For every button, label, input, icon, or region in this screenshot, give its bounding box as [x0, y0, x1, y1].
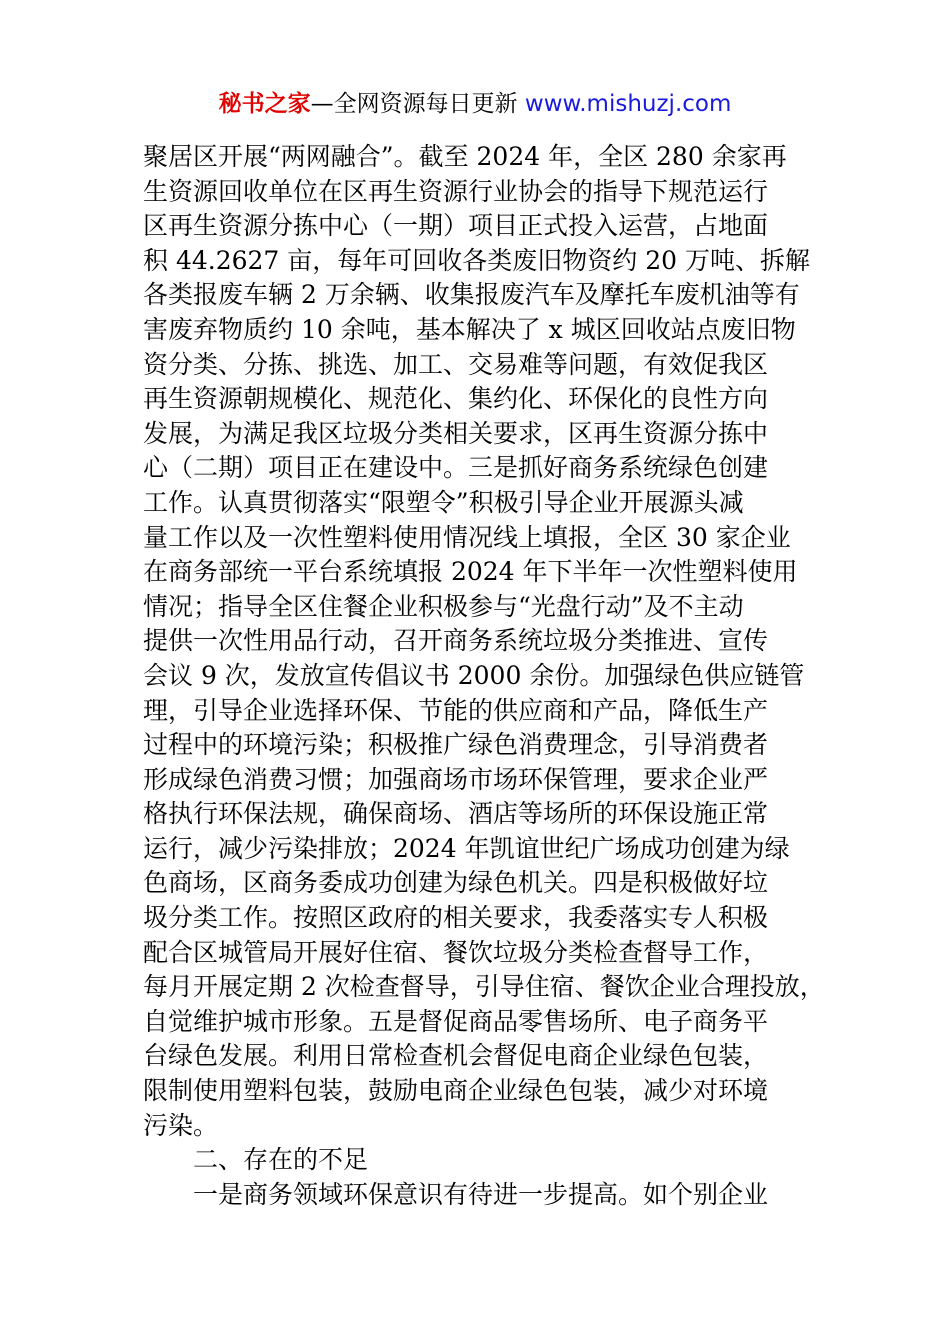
text-line: 会议 9 次，发放宣传倡议书 2000 余份。加强绿色供应链管 [143, 660, 805, 690]
site-url-link[interactable]: www.mishuzj.com [524, 91, 732, 117]
text-line: 提供一次性用品行动，召开商务系统垃圾分类推进、宣传 [143, 626, 769, 656]
text-line: 圾分类工作。按照区政府的相关要求，我委落实专人积极 [143, 903, 769, 933]
text-line: 在商务部统一平台系统填报 2024 年下半年一次性塑料使用 [143, 557, 798, 587]
text-line: 台绿色发展。利用日常检查机会督促电商企业绿色包装， [143, 1041, 769, 1071]
text-line: 各类报废车辆 2 万余辆、收集报废汽车及摩托车废机油等有 [143, 280, 800, 310]
site-header [0, 88, 950, 120]
text-line: 格执行环保法规，确保商场、酒店等场所的环保设施正常 [143, 799, 769, 829]
text-line: 生资源回收单位在区再生资源行业协会的指导下规范运行 [143, 176, 769, 206]
text-line: 情况；指导全区住餐企业积极参与“光盘行动”及不主动 [143, 591, 744, 621]
site-brand: 秘书之家 [218, 91, 311, 117]
text-line: 心（二期）项目正在建设中。三是抓好商务系统绿色创建 [143, 453, 769, 483]
text-line: 量工作以及一次性塑料使用情况线上填报，全区 30 家企业 [143, 522, 791, 552]
paragraph-first-line: 二、存在的不足 [193, 1145, 369, 1175]
text-line: 过程中的环境污染；积极推广绿色消费理念，引导消费者 [143, 730, 769, 760]
text-line: 聚居区开展“两网融合”。截至 2024 年，全区 280 余家再 [143, 142, 787, 171]
text-line: 运行，减少污染排放；2024 年凯谊世纪广场成功创建为绿 [143, 833, 790, 863]
text-line: 理，引导企业选择环保、节能的供应商和产品，降低生产 [143, 695, 769, 725]
text-line: 每月开展定期 2 次检查督导，引导住宿、餐饮企业合理投放， [143, 972, 825, 1002]
paragraph-first-line: 一是商务领域环保意识有待进一步提高。如个别企业 [193, 1179, 769, 1209]
text-line: 区再生资源分拣中心（一期）项目正式投入运营，占地面 [143, 211, 769, 241]
text-line: 色商场，区商务委成功创建为绿色机关。四是积极做好垃 [143, 868, 769, 898]
text-line: 配合区城管局开展好住宿、餐饮垃圾分类检查督导工作， [143, 937, 769, 967]
text-line: 工作。认真贯彻落实“限塑令”积极引导企业开展源头减 [143, 487, 744, 517]
text-line: 形成绿色消费习惯；加强商场市场环保管理，要求企业严 [143, 764, 769, 794]
text-line: 自觉维护城市形象。五是督促商品零售场所、电子商务平 [143, 1006, 769, 1036]
text-line: 限制使用塑料包装，鼓励电商企业绿色包装，减少对环境 [143, 1076, 769, 1106]
text-line: 污染。 [143, 1110, 219, 1140]
text-line: 再生资源朝规模化、规范化、集约化、环保化的良性方向 [143, 384, 769, 414]
text-line: 积 44.2627 亩，每年可回收各类废旧物资约 20 万吨、拆解 [143, 245, 810, 275]
text-line: 资分类、分拣、挑选、加工、交易难等问题，有效促我区 [143, 349, 769, 379]
document-body [143, 140, 825, 1212]
text-line: 害废弃物质约 10 余吨，基本解决了 x 城区回收站点废旧物 [143, 314, 796, 344]
text-line: 发展，为满足我区垃圾分类相关要求，区再生资源分拣中 [143, 418, 769, 448]
site-tagline: —全网资源每日更新 [310, 91, 525, 117]
